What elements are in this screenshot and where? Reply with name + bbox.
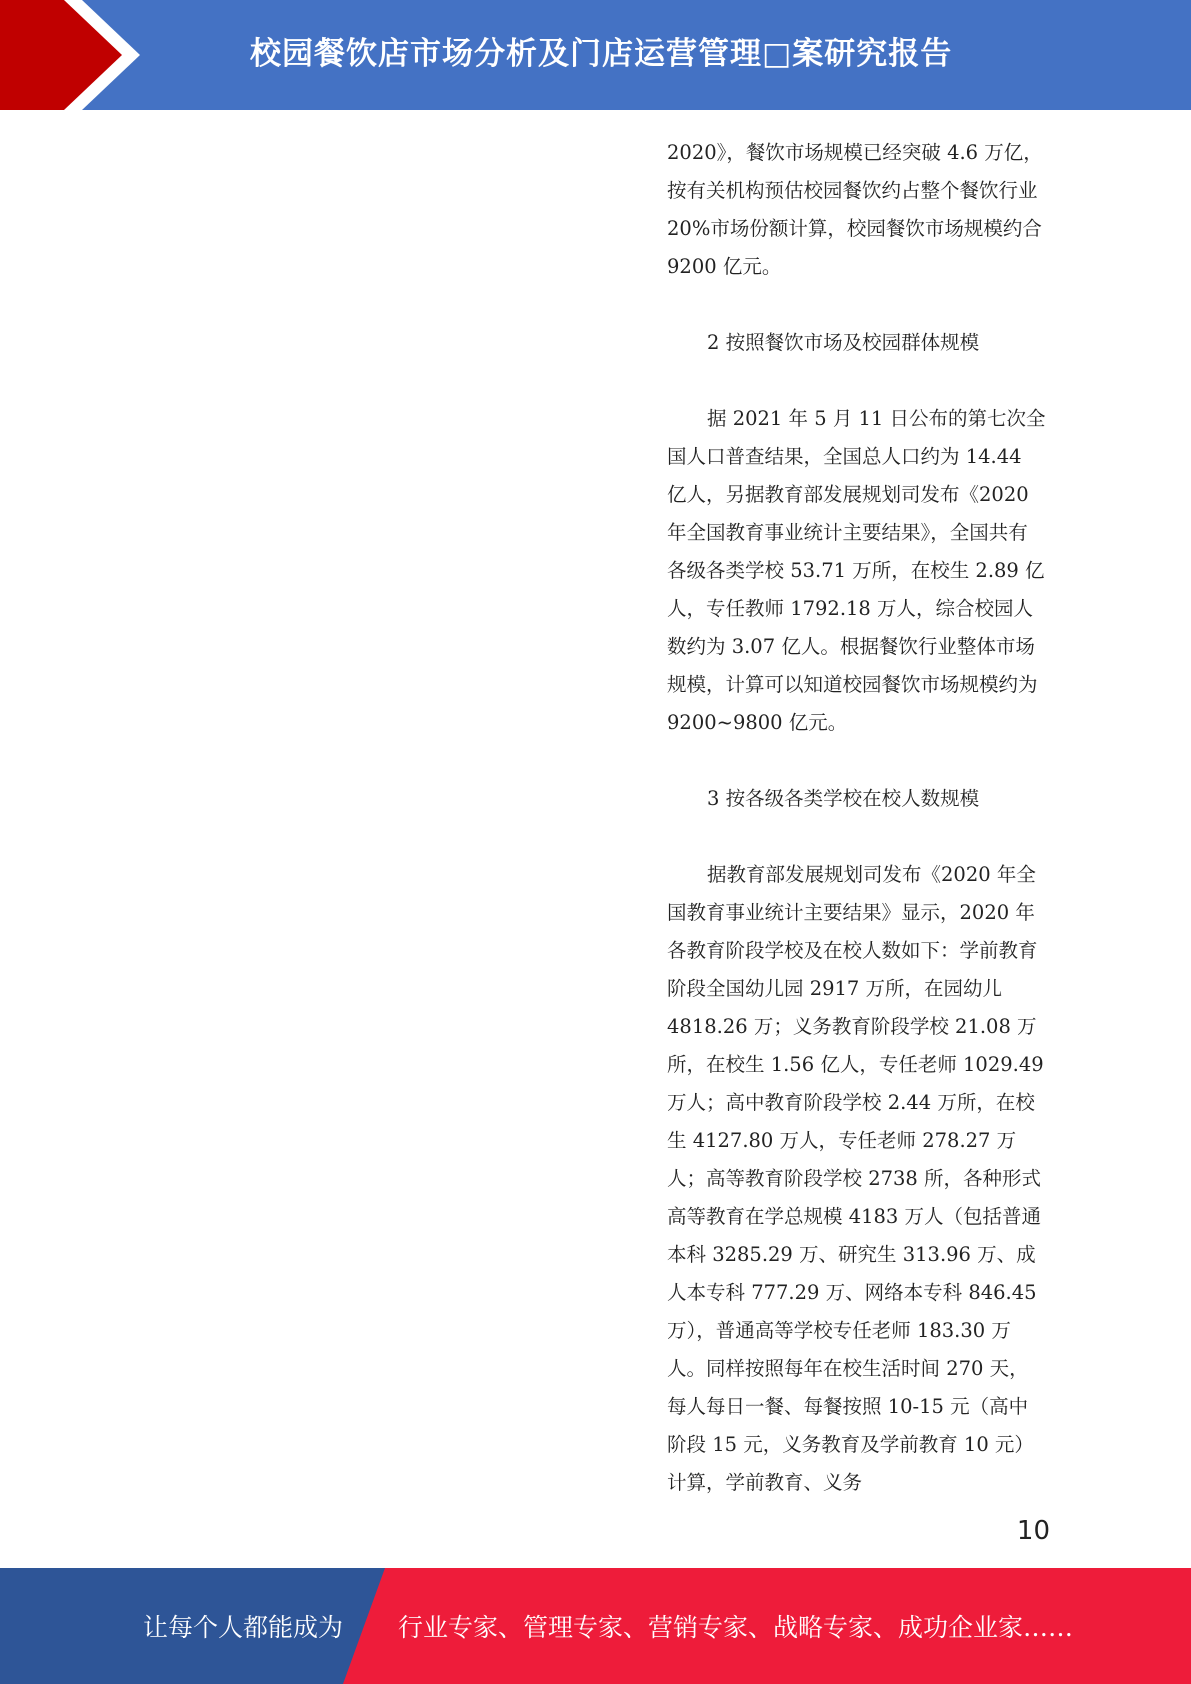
body-text: [667, 134, 1047, 1502]
header-banner: [0, 0, 1191, 110]
document-title: 校园餐饮店市场分析及门店运营管理□案研究报告: [250, 36, 953, 72]
heading-method-2: 2 按照餐饮市场及校园群体规模: [707, 331, 980, 354]
footer-banner: [0, 1568, 1191, 1684]
footer-slogan-right: 行业专家、管理专家、营销专家、战略专家、成功企业家……: [398, 1613, 1074, 1642]
paragraph-population: 据 2021 年 5 月 11 日公布的第七次全国人口普查结果，全国总人口约为 14.44 亿人，另据教育部发展规划司发布《2020 年全国教育事业统计主要结果》，全国共有各级各类学校 53.71 万所，在校生 2.89 亿人，专任教师 1792.18 万人，综合校园人数约为 3.07 亿人。根据餐饮行业整体市场规模，计算可以知道校园餐饮市场规模约为 9200~9800 亿元。: [667, 407, 1046, 734]
footer-slogan-left: 让每个人都能成为: [143, 1613, 344, 1642]
page-number: 10: [1016, 1516, 1050, 1546]
paragraph-school-stats: 据教育部发展规划司发布《2020 年全国教育事业统计主要结果》显示，2020 年各教育阶段学校及在校人数如下：学前教育阶段全国幼儿园 2917 万所，在园幼儿 4818.26 万；义务教育阶段学校 21.08 万所，在校生 1.56 亿人，专任老师 1029.49 万人；高中教育阶段学校 2.44 万所，在校生 4127.80 万人，专任老师 278.27 万人；高等教育阶段学校 2738 所，各种形式高等教育在学总规模 4183 万人（包括普通本科 3285.29 万、研究生 313.96 万、成人本专科 777.29 万、网络本专科 846.45 万），普通高等学校专任老师 183.30 万人。同样按照每年在校生活时间 270 天，每人每日一餐、每餐按照 10-15 元（高中阶段 15 元，义务教育及学前教育 10 元）计算，学前教育、义务: [667, 863, 1044, 1494]
heading-method-3: 3 按各级各类学校在校人数规模: [707, 787, 980, 810]
paragraph-market-size: 2020》，餐饮市场规模已经突破 4.6 万亿，按有关机构预估校园餐饮约占整个餐饮行业 20%市场份额计算，校园餐饮市场规模约合 9200 亿元。: [667, 141, 1043, 278]
